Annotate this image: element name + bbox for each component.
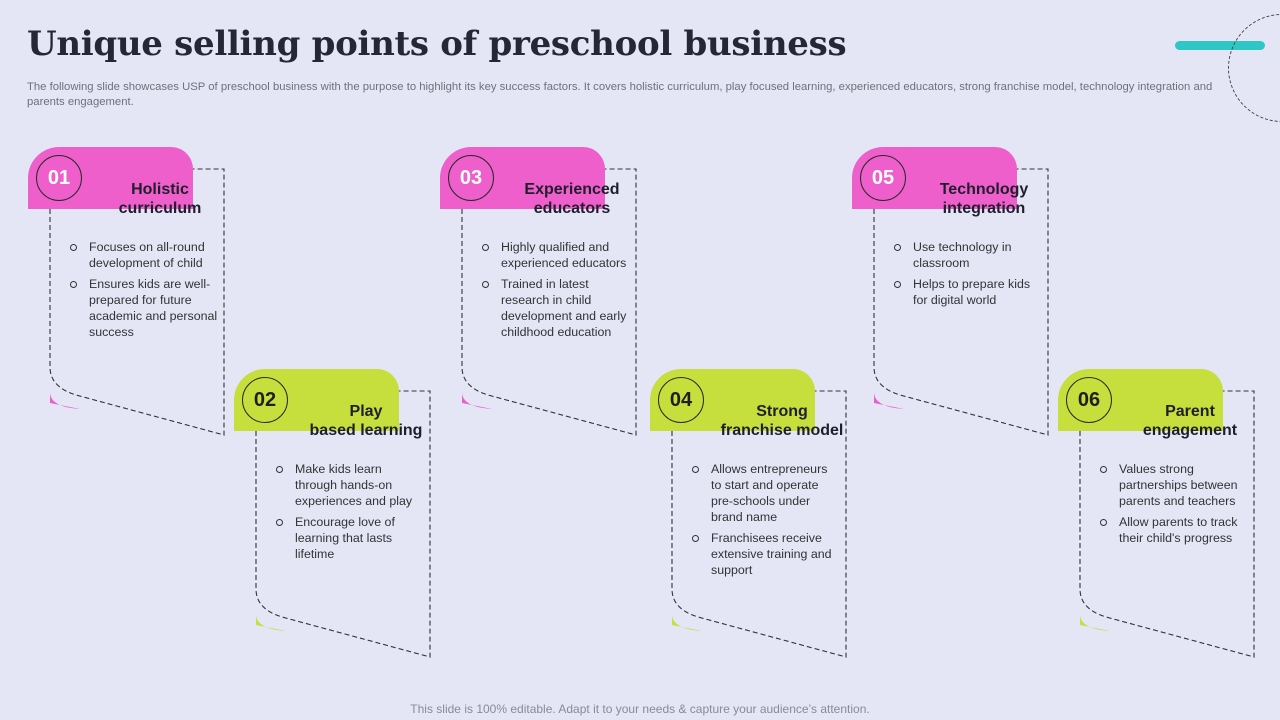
- usp-card-06: [1058, 369, 1280, 669]
- usp-card-02: [234, 369, 464, 669]
- card-title: [94, 180, 226, 218]
- usp-card-05: [852, 147, 1082, 447]
- bullet-list: [892, 239, 1042, 313]
- footer-note: This slide is 100% editable. Adapt it to your needs & capture your audience’s attention.: [410, 702, 870, 716]
- card-title-line: based learning: [309, 422, 423, 439]
- card-title: [506, 180, 638, 218]
- card-title-line: Holistic: [131, 181, 189, 198]
- usp-card-01: [28, 147, 258, 447]
- number-badge: [1060, 371, 1118, 429]
- card-title-line: educators: [533, 200, 611, 217]
- list-item: Helps to prepare kids for digital world: [892, 276, 1042, 308]
- decorative-dashed-circle: [1228, 14, 1280, 122]
- list-item: Franchisees receive extensive training and support: [690, 530, 840, 578]
- list-item: Ensures kids are well-prepared for future academic and personal success: [68, 276, 218, 340]
- bullet-list: [690, 461, 840, 583]
- page-subtitle: The following slide showcases USP of preschool business with the purpose to highlight its key success factors. It covers holistic curriculum, play focused learning, experienced educators, strong franchise model, technology integration and parents engagement.: [27, 81, 1213, 108]
- bullet-list: [68, 239, 218, 345]
- card-title-line: integration: [942, 200, 1026, 217]
- list-item: Values strong partnerships between parents and teachers: [1098, 461, 1248, 509]
- usp-card-04: [650, 369, 880, 669]
- number-label: 05: [860, 155, 906, 201]
- bullet-list: [274, 461, 424, 567]
- number-label: 01: [36, 155, 82, 201]
- list-item: Allows entrepreneurs to start and operate pre-schools under brand name: [690, 461, 840, 525]
- number-label: 03: [448, 155, 494, 201]
- card-title: [1124, 402, 1256, 440]
- card-title: [716, 402, 848, 440]
- list-item: Focuses on all-round development of child: [68, 239, 218, 271]
- bullet-list: [480, 239, 630, 345]
- card-title: [300, 402, 432, 440]
- card-title-line: Technology: [939, 181, 1029, 198]
- number-badge: [442, 149, 500, 207]
- list-item: Trained in latest research in child development and early childhood education: [480, 276, 630, 340]
- number-badge: [854, 149, 912, 207]
- number-badge: [236, 371, 294, 429]
- card-title-line: Parent: [1165, 403, 1215, 420]
- usp-card-03: [440, 147, 670, 447]
- card-title-line: Strong: [756, 403, 808, 420]
- number-label: 06: [1066, 377, 1112, 423]
- number-label: 04: [658, 377, 704, 423]
- card-title-line: curriculum: [118, 200, 202, 217]
- card-title-line: Experienced: [524, 181, 620, 198]
- bullet-list: [1098, 461, 1248, 551]
- number-badge: [30, 149, 88, 207]
- card-title-line: franchise model: [720, 422, 844, 439]
- list-item: Encourage love of learning that lasts lifetime: [274, 514, 424, 562]
- list-item: Use technology in classroom: [892, 239, 1042, 271]
- number-label: 02: [242, 377, 288, 423]
- card-title-line: engagement: [1142, 422, 1238, 439]
- list-item: Highly qualified and experienced educators: [480, 239, 630, 271]
- list-item: Make kids learn through hands-on experiences and play: [274, 461, 424, 509]
- card-title: [918, 180, 1050, 218]
- page-title: Unique selling points of preschool business: [27, 24, 847, 64]
- card-title-line: Play: [349, 403, 383, 420]
- list-item: Allow parents to track their child's progress: [1098, 514, 1248, 546]
- number-badge: [652, 371, 710, 429]
